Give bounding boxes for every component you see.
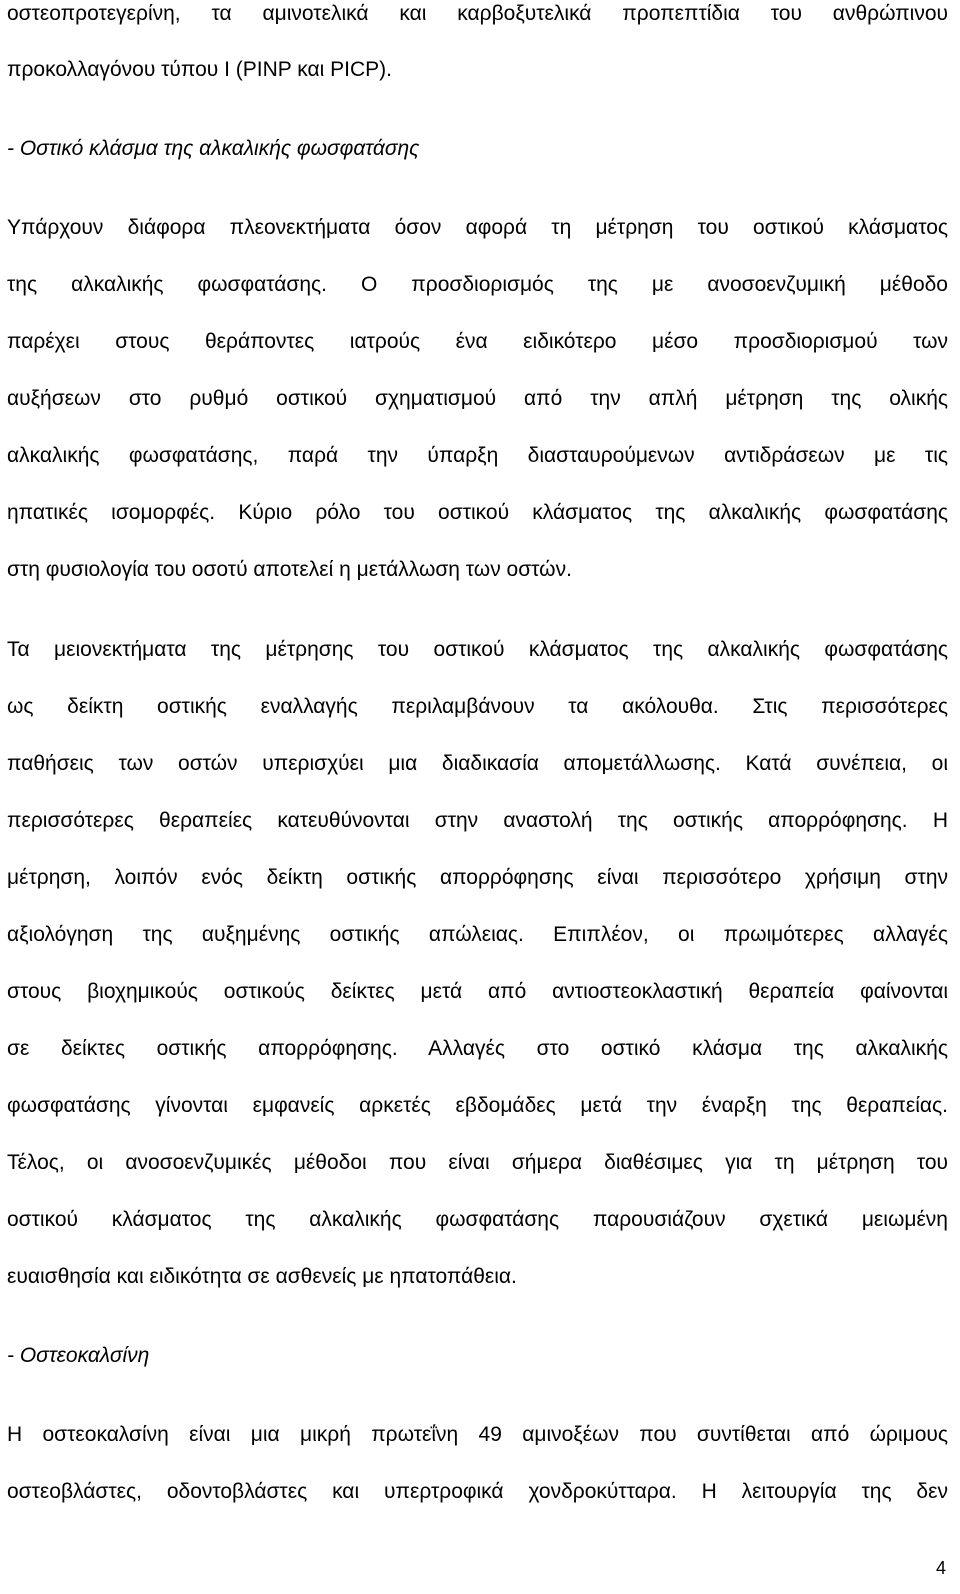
text-line: περισσότερες θεραπείες κατευθύνονται στην αναστολή της οστικής απορρόφησης. Η: [7, 809, 948, 832]
text-line: παθήσεις των οστών υπερισχύει μια διαδικασία απομετάλλωσης. Κατά συνέπεια, οι: [7, 752, 948, 775]
text-line: Υπάρχουν διάφορα πλεονεκτήματα όσον αφορά τη μέτρηση του οστικού κλάσματος: [7, 216, 948, 239]
text-line: φωσφατάσης γίνονται εμφανείς αρκετές εβδομάδες μετά την έναρξη της θεραπείας.: [7, 1094, 948, 1117]
page-number: 4: [935, 1558, 946, 1578]
text-line: της αλκαλικής φωσφατάσης. Ο προσδιορισμός της με ανοσοενζυμική μέθοδο: [7, 273, 948, 296]
text-line: μέτρηση, λοιπόν ενός δείκτη οστικής απορρόφησης είναι περισσότερο χρήσιμη στην: [7, 866, 948, 889]
text-line: αυξήσεων στο ρυθμό οστικού σχηματισμού από την απλή μέτρηση της ολικής: [7, 387, 948, 410]
text-line: οστεοπροτεγερίνη, τα αμινοτελικά και καρβοξυτελικά προπεπτίδια του ανθρώπινου: [7, 2, 948, 25]
text-line: ηπατικές ισομορφές. Κύριο ρόλο του οστικού κλάσματος της αλκαλικής φωσφατάσης: [7, 501, 948, 524]
text-line: οστικού κλάσματος της αλκαλικής φωσφατάσης παρουσιάζουν σχετικά μειωμένη: [7, 1208, 948, 1231]
section-heading: - Οστικό κλάσμα της αλκαλικής φωσφατάσης: [7, 137, 420, 160]
text-line: οστεοβλάστες, οδοντοβλάστες και υπερτροφικά χονδροκύτταρα. Η λειτουργία της δεν: [7, 1480, 948, 1503]
text-line: σε δείκτες οστικής απορρόφησης. Αλλαγές στο οστικό κλάσμα της αλκαλικής: [7, 1037, 948, 1060]
text-line: αξιολόγηση της αυξημένης οστικής απώλειας. Επιπλέον, οι πρωιμότερες αλλαγές: [7, 923, 948, 946]
text-line: ως δείκτη οστικής εναλλαγής περιλαμβάνουν τα ακόλουθα. Στις περισσότερες: [7, 695, 948, 718]
text-line: Τέλος, οι ανοσοενζυμικές μέθοδοι που είναι σήμερα διαθέσιμες για τη μέτρηση του: [7, 1151, 948, 1174]
text-line: αλκαλικής φωσφατάσης, παρά την ύπαρξη διασταυρούμενων αντιδράσεων με τις: [7, 444, 948, 467]
text-line: στη φυσιολογία του οσοτύ αποτελεί η μετάλλωση των οστών.: [7, 558, 572, 581]
section-heading: - Οστεοκαλσίνη: [7, 1344, 150, 1367]
text-line: προκολλαγόνου τύπου I (PINP και PICP).: [7, 58, 392, 81]
text-line: Η οστεοκαλσίνη είναι μια μικρή πρωτεΐνη 49 αμινοξέων που συντίθεται από ώριμους: [7, 1423, 948, 1446]
text-line: Τα μειονεκτήματα της μέτρησης του οστικού κλάσματος της αλκαλικής φωσφατάσης: [7, 638, 948, 661]
text-line: ευαισθησία και ειδικότητα σε ασθενείς με ηπατοπάθεια.: [7, 1265, 517, 1288]
text-line: στους βιοχημικούς οστικούς δείκτες μετά από αντιοστεοκλαστική θεραπεία φαίνονται: [7, 980, 948, 1003]
text-line: παρέχει στους θεράποντες ιατρούς ένα ειδικότερο μέσο προσδιορισμού των: [7, 330, 948, 353]
